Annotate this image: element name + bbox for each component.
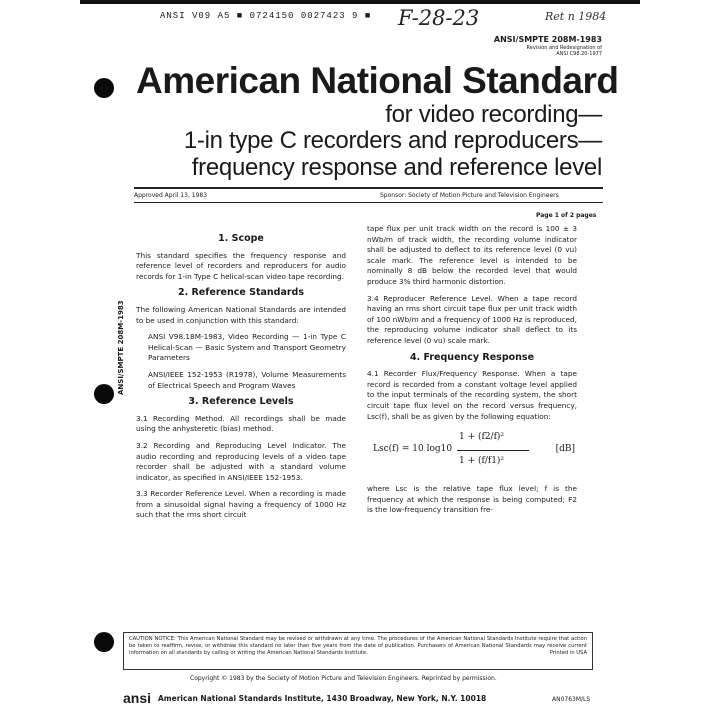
page-number: Page 1 of 2 pages [536, 212, 597, 219]
caution-notice [123, 632, 593, 670]
reference-levels-heading: 3. Reference Levels [188, 396, 294, 408]
title-line3: 1-in type C recorders and reproducers— [183, 127, 602, 154]
section-3-3: 3.3 Recorder Reference Level. When a recording is made from a sinusoidal signal having a frequency of 1000 Hz such that the rms short circuit [136, 489, 346, 520]
punch-hole-middle [94, 384, 114, 404]
standard-revision-line1: Revision and Redesignation of [526, 45, 602, 51]
section-3-2: 3.2 Recording and Reproducing Level Indicator. The audio recording and reproducing levels of a video tape recorder shall be adjusted with a standard volume indicator, as specified in ANSI/IEEE 152-1953. [136, 440, 346, 482]
printed-in: Printed in USA [549, 650, 587, 656]
section-3-3-continued: tape flux per unit track width on the record is 100 ± 3 nWb/m of track width, the recording volume indicator shall be adjusted to deflect to its reference level (0 vu) scale mark. The reference level is intended to be nominally 8 dB below the recorded level that would produce 3% third harmonic distortion. [367, 224, 577, 286]
frequency-response-heading: 4. Frequency Response [409, 351, 535, 363]
sponsor: Sponsor: Society of Motion Picture and Television Engineers [380, 192, 559, 199]
title-line2: for video recording— [385, 101, 602, 128]
caution-text: CAUTION NOTICE: This American National Standard may be revised or withdrawn at any time. The procedures of the American National Standards Institute require that action be taken to reaffirm, revise, or withdraw this standard no later than five years from the date of publication. Purchasers of American National Standards may receive current information on all standards by calling or writing the American National Standards Institute. [129, 636, 587, 656]
side-standard-label: ANSI/SMPTE 208M-1983 [117, 300, 125, 395]
equation-unit: [dB] [555, 444, 575, 455]
ansi-logo: ansi [123, 690, 152, 706]
handwritten-note: Ret n 1984 [545, 10, 607, 23]
standard-revision [527, 45, 602, 57]
reference-item-2: ANSI/IEEE 152-1953 (R1978), Volume Measurements of Electrical Speech and Program Waves [148, 369, 346, 390]
approved-date: Approved April 13, 1983 [134, 192, 208, 199]
section-3-4: 3.4 Reproducer Reference Level. When a tape record having an rms short circuit tape flux per unit track width of 100 nWb/m and a frequency of 1000 Hz is reproduced, the reproducing volume indicator shall deflect to its reference level (0 vu) scale mark. [367, 293, 577, 345]
document-code: AN0763M/LS [552, 696, 591, 703]
institute-address: American National Standards Institute, 1430 Broadway, New York, N.Y. 10018 [158, 694, 487, 703]
scope-text: This standard specifies the frequency response and reference level of recorders and reproducers for audio records for 1-in Type C helical-scan video tape recording. [136, 250, 346, 281]
copyright: Copyright © 1983 by the Society of Motion Picture and Television Engineers. Reprinted by permission. [190, 675, 497, 682]
punch-hole-bottom [94, 632, 114, 652]
section-4-1: 4.1 Recorder Flux/Frequency Response. When a tape record is recorded from a constant voltage level applied to the input terminals of the recording system, the short circuit tape flux level on the record versus frequency, Lsc(f), shall be as given by the following equation: [367, 369, 577, 421]
left-column [136, 228, 346, 527]
frequency-response-after-equation: where Lsc is the relative tape flux level; f is the frequency at which the response is being computed; F2 is the low-frequency transition fre- [367, 484, 577, 515]
title-main: American National Standard [136, 60, 619, 101]
equation-denominator: 1 + (f/f1)² [459, 456, 505, 467]
fraction-bar [457, 450, 529, 451]
punch-hole-top [94, 78, 114, 98]
equation-left: Lsc(f) = 10 log10 [373, 444, 453, 455]
header-rule [134, 187, 603, 189]
standard-revision-line2: ANSI C98.20-1977 [556, 51, 602, 57]
flux-equation [367, 428, 577, 476]
title-line4: frequency response and reference level [191, 154, 602, 181]
scope-heading: 1. Scope [218, 233, 264, 244]
header-rule-2 [134, 202, 603, 203]
reference-item-1: ANSI V98.18M-1983, Video Recording — 1-in Type C Helical-Scan — Basic System and Transport Geometry Parameters [148, 332, 346, 363]
reference-intro: The following American National Standards are intended to be used in conjunction with this standard: [136, 304, 346, 325]
equation-numerator: 1 + (f2/f)² [459, 432, 505, 443]
top-scan-bar [80, 0, 640, 4]
section-3-1: 3.1 Recording Method. All recordings shall be made using the anhysteretic (bias) method. [136, 413, 346, 434]
standard-number: ANSI/SMPTE 208M-1983 [493, 35, 602, 44]
right-column [367, 224, 577, 522]
ansi-barcode-text: ANSI V09 A5 ■ 0724150 0027423 9 ■ [160, 11, 372, 21]
handwritten-code: F-28-23 [398, 6, 480, 30]
reference-standards-heading: 2. Reference Standards [177, 287, 305, 299]
